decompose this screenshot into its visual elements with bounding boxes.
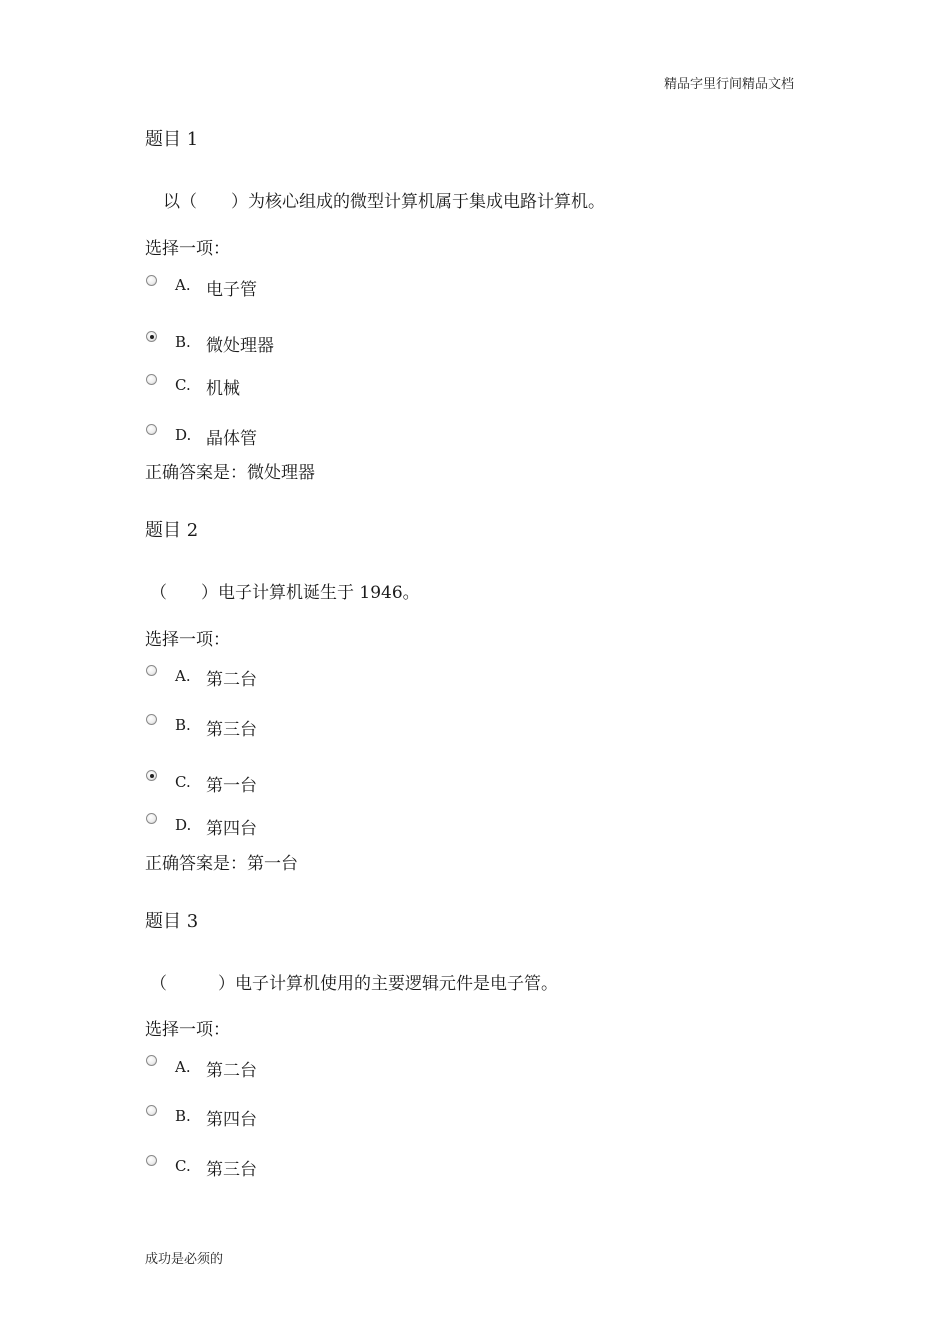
- option-letter: A.: [175, 667, 191, 685]
- radio-button-selected-icon[interactable]: [146, 770, 157, 781]
- option-label: 晶体管: [206, 429, 257, 449]
- question-2-prompt: 选择一项：: [145, 630, 230, 650]
- option-letter: A.: [175, 1058, 191, 1076]
- radio-button-selected-icon[interactable]: [146, 331, 157, 342]
- radio-button-icon[interactable]: [146, 424, 157, 435]
- question-1-title: 题目 1: [145, 129, 199, 150]
- question-3-text: （ ）电子计算机使用的主要逻辑元件是电子管。: [150, 974, 558, 994]
- radio-button-icon[interactable]: [146, 665, 157, 676]
- question-3-prompt: 选择一项：: [145, 1020, 230, 1040]
- option-letter: A.: [175, 276, 191, 294]
- option-label: 第四台: [206, 1110, 257, 1130]
- option-letter: B.: [175, 1107, 191, 1125]
- radio-button-icon[interactable]: [146, 374, 157, 385]
- option-letter: D.: [175, 816, 192, 834]
- option-label: 第三台: [206, 720, 257, 740]
- answer-prefix: 正确答案是：: [145, 854, 247, 874]
- option-label: 微处理器: [206, 336, 274, 356]
- option-label: 第二台: [206, 670, 257, 690]
- radio-button-icon[interactable]: [146, 1055, 157, 1066]
- question-3-title: 题目 3: [145, 911, 199, 932]
- question-1-correct-answer: [145, 458, 315, 483]
- option-letter: D.: [175, 426, 192, 444]
- option-label: 第四台: [206, 819, 257, 839]
- option-letter: B.: [175, 716, 191, 734]
- option-letter: C.: [175, 773, 191, 791]
- option-letter: C.: [175, 1157, 191, 1175]
- option-letter: B.: [175, 333, 191, 351]
- answer-prefix: 正确答案是：: [145, 463, 247, 483]
- option-label: 第三台: [206, 1160, 257, 1180]
- question-2-title: 题目 2: [145, 520, 199, 541]
- question-1-text: 以（ ）为核心组成的微型计算机属于集成电路计算机。: [163, 192, 605, 212]
- radio-button-icon[interactable]: [146, 1155, 157, 1166]
- radio-button-icon[interactable]: [146, 714, 157, 725]
- page-header: 精品字里行间精品文档: [664, 77, 795, 92]
- radio-button-icon[interactable]: [146, 1105, 157, 1116]
- option-label: 电子管: [206, 280, 257, 300]
- page-footer: 成功是必须的: [145, 1252, 224, 1267]
- option-label: 机械: [206, 379, 240, 399]
- answer-value: 第一台: [247, 854, 298, 874]
- question-2-correct-answer: [145, 849, 298, 874]
- question-1-prompt: 选择一项：: [145, 239, 230, 259]
- option-label: 第二台: [206, 1061, 257, 1081]
- radio-button-icon[interactable]: [146, 813, 157, 824]
- question-2-text: （ ）电子计算机诞生于 1946。: [150, 583, 420, 603]
- radio-button-icon[interactable]: [146, 275, 157, 286]
- answer-value: 微处理器: [247, 463, 315, 483]
- option-letter: C.: [175, 376, 191, 394]
- option-label: 第一台: [206, 776, 257, 796]
